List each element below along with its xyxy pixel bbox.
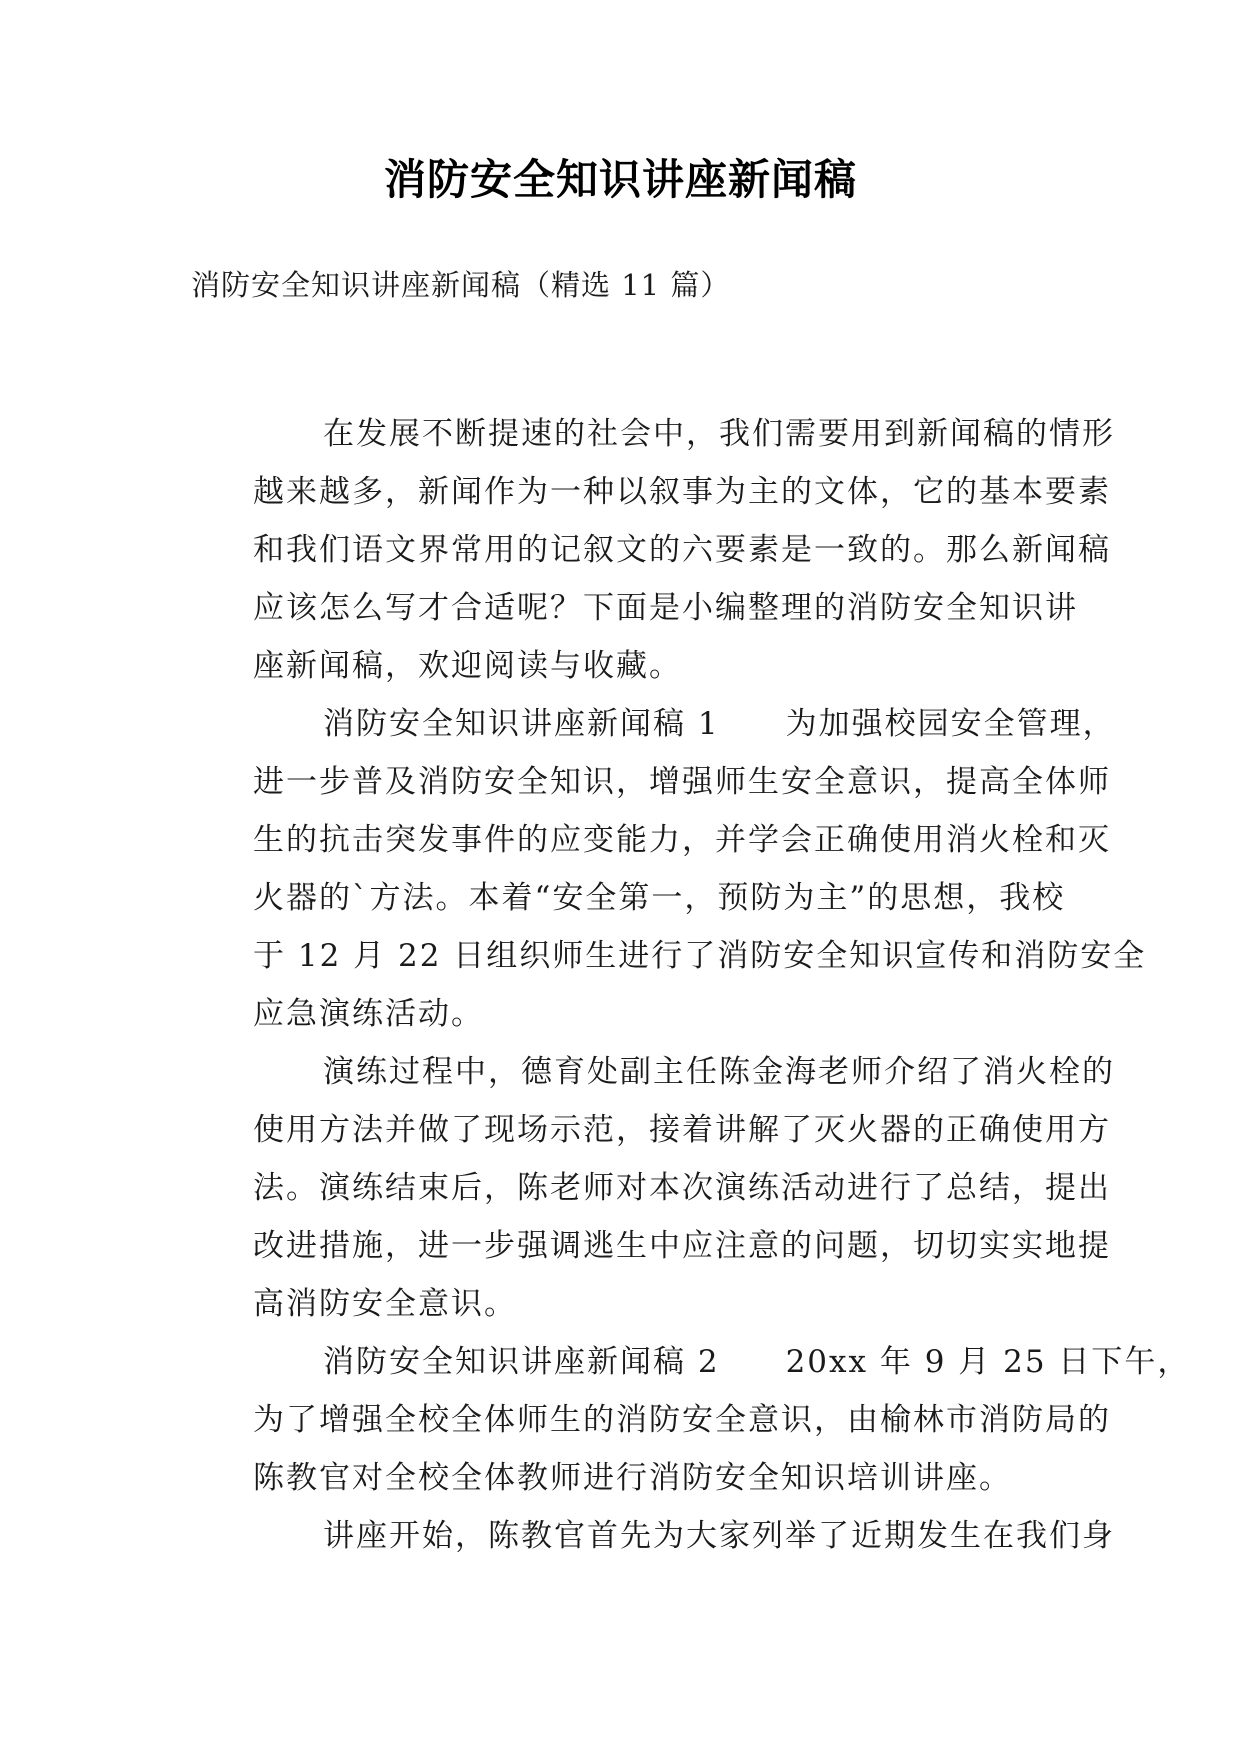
paragraph-line: 为了增强全校全体师生的消防安全意识，由榆林市消防局的 <box>253 1402 1111 1438</box>
paragraph-line: 高消防安全意识。 <box>253 1286 517 1322</box>
paragraph-drill <box>191 1043 1115 1333</box>
paragraph-line: 在发展不断提速的社会中，我们需要用到新闻稿的情形 <box>323 416 1115 452</box>
paragraph-line: 生的抗击突发事件的应变能力，并学会正确使用消火栓和灭 <box>253 822 1111 858</box>
document-title: 消防安全知识讲座新闻稿 <box>383 155 857 204</box>
paragraph-intro <box>191 405 1115 695</box>
paragraph-line: 消防安全知识讲座新闻稿 2 20xx 年 9 月 25 日下午， <box>323 1344 1191 1380</box>
paragraph-article-2 <box>191 1333 1191 1507</box>
document-body <box>191 405 1191 1565</box>
paragraph-line: 火器的`方法。本着“安全第一，预防为主”的思想，我校 <box>253 880 1066 916</box>
paragraph-line: 法。演练结束后，陈老师对本次演练活动进行了总结，提出 <box>253 1170 1111 1206</box>
paragraph-line: 应急演练活动。 <box>253 996 484 1032</box>
paragraph-line: 座新闻稿，欢迎阅读与收藏。 <box>253 648 682 684</box>
paragraph-line: 应该怎么写才合适呢？下面是小编整理的消防安全知识讲 <box>253 590 1078 626</box>
document-subtitle: 消防安全知识讲座新闻稿（精选 11 篇） <box>191 268 731 302</box>
paragraph-article-1 <box>191 695 1147 1043</box>
paragraph-line: 使用方法并做了现场示范，接着讲解了灭火器的正确使用方 <box>253 1112 1111 1148</box>
paragraph-lecture <box>191 1507 1115 1565</box>
paragraph-line: 改进措施，进一步强调逃生中应注意的问题，切切实实地提 <box>253 1228 1111 1264</box>
paragraph-line: 演练过程中，德育处副主任陈金海老师介绍了消火栓的 <box>323 1054 1115 1090</box>
paragraph-line: 于 12 月 22 日组织师生进行了消防安全知识宣传和消防安全 <box>253 938 1147 974</box>
paragraph-line: 讲座开始，陈教官首先为大家列举了近期发生在我们身 <box>323 1518 1115 1554</box>
paragraph-line: 越来越多，新闻作为一种以叙事为主的文体，它的基本要素 <box>253 474 1111 510</box>
paragraph-line: 和我们语文界常用的记叙文的六要素是一致的。那么新闻稿 <box>253 532 1111 568</box>
paragraph-line: 陈教官对全校全体教师进行消防安全知识培训讲座。 <box>253 1460 1012 1496</box>
paragraph-line: 进一步普及消防安全知识，增强师生安全意识，提高全体师 <box>253 764 1111 800</box>
paragraph-line: 消防安全知识讲座新闻稿 1 为加强校园安全管理， <box>323 706 1116 742</box>
